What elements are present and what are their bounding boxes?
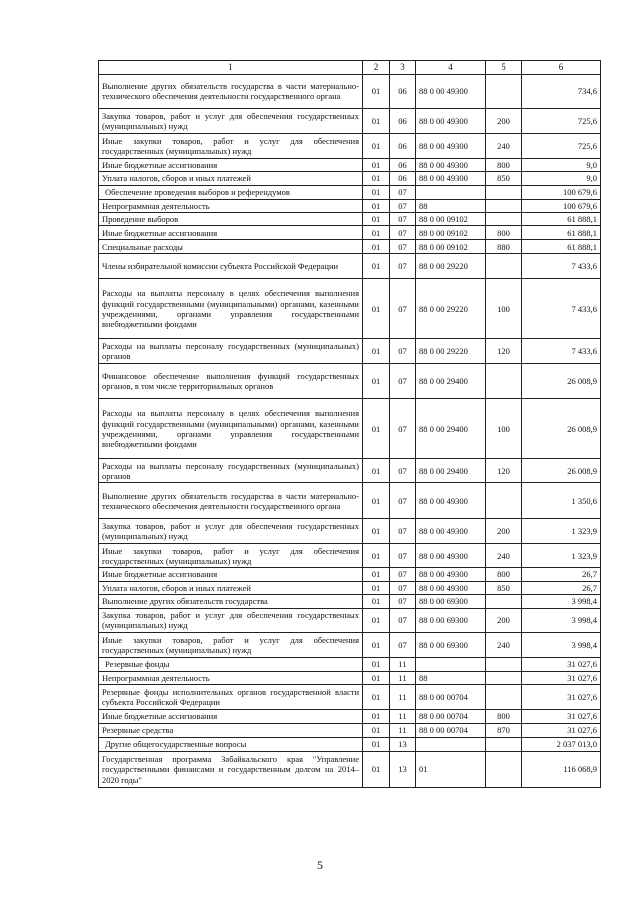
cell-amount: 31 027,6: [522, 657, 601, 671]
cell-expense-type: 800: [486, 158, 522, 171]
cell-expense-type: [486, 213, 522, 226]
cell-subsection: 07: [390, 279, 416, 339]
cell-name: Финансовое обеспечение выполнения функций государственных органов, в том числе территориальных органов: [99, 364, 363, 399]
table-row: [99, 737, 601, 751]
cell-subsection: 07: [390, 213, 416, 226]
cell-expense-type: 240: [486, 632, 522, 657]
cell-name: Иные закупки товаров, работ и услуг для обеспечения государственных (муниципальных) нужд: [99, 544, 363, 568]
table-header: [99, 61, 601, 75]
cell-name: Резервные средства: [99, 723, 363, 737]
cell-target-article: 88 0 00 29400: [416, 364, 486, 399]
table-row: [99, 133, 601, 158]
cell-subsection: 06: [390, 171, 416, 185]
cell-subsection: 07: [390, 544, 416, 568]
cell-target-article: 88 0 00 09102: [416, 240, 486, 254]
cell-amount: 26 008,9: [522, 399, 601, 459]
cell-target-article: 88 0 00 29220: [416, 254, 486, 279]
table-body: [99, 74, 601, 787]
cell-name: Иные бюджетные ассигнования: [99, 709, 363, 723]
cell-expense-type: 800: [486, 226, 522, 240]
column-header-sum: 6: [522, 61, 601, 75]
cell-target-article: 88 0 00 49300: [416, 171, 486, 185]
cell-amount: 31 027,6: [522, 684, 601, 709]
cell-name: Уплата налогов, сборов и иных платежей: [99, 171, 363, 185]
cell-name: Государственная программа Забайкальского края "Управление государственными финансами и государственным долгом на 2014–2020 годы": [99, 751, 363, 787]
column-header-name: 1: [99, 61, 363, 75]
cell-expense-type: [486, 751, 522, 787]
cell-section: 01: [363, 240, 390, 254]
table-row: [99, 254, 601, 279]
table-row: [99, 399, 601, 459]
cell-subsection: 07: [390, 608, 416, 632]
table-row: [99, 213, 601, 226]
cell-name: Выполнение других обязательств государства: [99, 594, 363, 608]
cell-section: 01: [363, 108, 390, 133]
table-row: [99, 74, 601, 108]
cell-subsection: 07: [390, 399, 416, 459]
cell-target-article: 88 0 00 00704: [416, 684, 486, 709]
cell-section: 01: [363, 519, 390, 544]
cell-section: 01: [363, 133, 390, 158]
cell-subsection: 11: [390, 671, 416, 684]
cell-expense-type: 120: [486, 459, 522, 483]
cell-subsection: 07: [390, 199, 416, 212]
cell-target-article: 88 0 00 29220: [416, 279, 486, 339]
cell-amount: 725,6: [522, 133, 601, 158]
cell-amount: 26 008,9: [522, 364, 601, 399]
cell-section: 01: [363, 158, 390, 171]
cell-section: 01: [363, 751, 390, 787]
cell-name: Выполнение других обязательств государства в части материально-технического обеспечения деятельности государственного органа: [99, 74, 363, 108]
cell-target-article: [416, 737, 486, 751]
cell-amount: 7 433,6: [522, 254, 601, 279]
cell-section: 01: [363, 459, 390, 483]
cell-amount: 100 679,6: [522, 199, 601, 212]
table-row: [99, 108, 601, 133]
cell-amount: 9,0: [522, 171, 601, 185]
cell-target-article: 88 0 00 69300: [416, 632, 486, 657]
cell-section: 01: [363, 671, 390, 684]
cell-amount: 2 037 013,0: [522, 737, 601, 751]
cell-section: 01: [363, 74, 390, 108]
cell-amount: 3 998,4: [522, 594, 601, 608]
cell-subsection: 07: [390, 581, 416, 594]
cell-amount: 31 027,6: [522, 671, 601, 684]
table-row: [99, 519, 601, 544]
cell-expense-type: 100: [486, 279, 522, 339]
cell-amount: 1 323,9: [522, 519, 601, 544]
table-row: [99, 185, 601, 199]
table-row: [99, 723, 601, 737]
cell-subsection: 06: [390, 74, 416, 108]
cell-name: Другие общегосударственные вопросы: [99, 737, 363, 751]
cell-expense-type: [486, 737, 522, 751]
cell-subsection: 06: [390, 158, 416, 171]
cell-name: Закупка товаров, работ и услуг для обеспечения государственных (муниципальных) нужд: [99, 108, 363, 133]
cell-subsection: 07: [390, 632, 416, 657]
table-row: [99, 608, 601, 632]
cell-name: Иные бюджетные ассигнования: [99, 568, 363, 581]
cell-section: 01: [363, 684, 390, 709]
cell-subsection: 07: [390, 185, 416, 199]
cell-section: 01: [363, 608, 390, 632]
cell-amount: 61 888,1: [522, 240, 601, 254]
table-row: [99, 459, 601, 483]
cell-subsection: 07: [390, 364, 416, 399]
cell-amount: 7 433,6: [522, 279, 601, 339]
table-row: [99, 671, 601, 684]
cell-target-article: 88: [416, 199, 486, 212]
cell-amount: 26,7: [522, 581, 601, 594]
cell-subsection: 11: [390, 657, 416, 671]
cell-section: 01: [363, 544, 390, 568]
cell-target-article: 88 0 00 49300: [416, 544, 486, 568]
cell-target-article: 88 0 00 49300: [416, 74, 486, 108]
cell-target-article: 88 0 00 09102: [416, 213, 486, 226]
cell-amount: 1 350,6: [522, 483, 601, 519]
cell-section: 01: [363, 632, 390, 657]
cell-amount: 734,6: [522, 74, 601, 108]
table-row: [99, 657, 601, 671]
cell-expense-type: [486, 671, 522, 684]
cell-section: 01: [363, 568, 390, 581]
cell-subsection: 07: [390, 459, 416, 483]
cell-section: 01: [363, 339, 390, 364]
cell-name: Расходы на выплаты персоналу в целях обеспечения выполнения функций государственными (муниципальными) органами, казенными учреждениями, органами управления государственными внебюджетными фондами: [99, 399, 363, 459]
cell-section: 01: [363, 483, 390, 519]
cell-section: 01: [363, 657, 390, 671]
cell-subsection: 06: [390, 133, 416, 158]
cell-amount: 3 998,4: [522, 608, 601, 632]
table-row: [99, 364, 601, 399]
cell-subsection: 07: [390, 339, 416, 364]
cell-amount: 26 008,9: [522, 459, 601, 483]
cell-expense-type: [486, 74, 522, 108]
cell-name: Специальные расходы: [99, 240, 363, 254]
column-header-csr: 4: [416, 61, 486, 75]
cell-section: 01: [363, 581, 390, 594]
cell-section: 01: [363, 254, 390, 279]
column-header-vr: 5: [486, 61, 522, 75]
cell-section: 01: [363, 199, 390, 212]
cell-target-article: [416, 657, 486, 671]
cell-subsection: 07: [390, 240, 416, 254]
cell-target-article: 88 0 00 29220: [416, 339, 486, 364]
cell-expense-type: 240: [486, 544, 522, 568]
cell-expense-type: [486, 684, 522, 709]
cell-subsection: 11: [390, 723, 416, 737]
cell-expense-type: [486, 364, 522, 399]
cell-target-article: 88 0 00 49300: [416, 158, 486, 171]
cell-name: Выполнение других обязательств государства в части материально-технического обеспечения деятельности государственного органа: [99, 483, 363, 519]
cell-subsection: 07: [390, 519, 416, 544]
cell-subsection: 13: [390, 737, 416, 751]
cell-expense-type: 240: [486, 133, 522, 158]
table-row: [99, 171, 601, 185]
cell-expense-type: 800: [486, 568, 522, 581]
cell-name: Проведение выборов: [99, 213, 363, 226]
cell-name: Иные бюджетные ассигнования: [99, 158, 363, 171]
cell-subsection: 07: [390, 568, 416, 581]
cell-target-article: 01: [416, 751, 486, 787]
cell-section: 01: [363, 364, 390, 399]
cell-subsection: 07: [390, 594, 416, 608]
cell-name: Обеспечение проведения выборов и референдумов: [99, 185, 363, 199]
cell-name: Закупка товаров, работ и услуг для обеспечения государственных (муниципальных) нужд: [99, 608, 363, 632]
cell-amount: 116 068,9: [522, 751, 601, 787]
cell-expense-type: 120: [486, 339, 522, 364]
cell-target-article: 88 0 00 49300: [416, 568, 486, 581]
cell-target-article: 88 0 00 49300: [416, 519, 486, 544]
cell-section: 01: [363, 737, 390, 751]
table-row: [99, 158, 601, 171]
table-row: [99, 339, 601, 364]
page-number: 5: [317, 858, 323, 872]
cell-expense-type: [486, 483, 522, 519]
cell-name: Уплата налогов, сборов и иных платежей: [99, 581, 363, 594]
table-row: [99, 199, 601, 212]
cell-target-article: 88 0 00 09102: [416, 226, 486, 240]
cell-section: 01: [363, 171, 390, 185]
cell-expense-type: 880: [486, 240, 522, 254]
table-row: [99, 279, 601, 339]
cell-target-article: 88: [416, 671, 486, 684]
cell-section: 01: [363, 594, 390, 608]
cell-amount: 1 323,9: [522, 544, 601, 568]
cell-name: Иные бюджетные ассигнования: [99, 226, 363, 240]
cell-section: 01: [363, 185, 390, 199]
cell-subsection: 07: [390, 226, 416, 240]
table-row: [99, 240, 601, 254]
cell-target-article: 88 0 00 69300: [416, 594, 486, 608]
table-row: [99, 226, 601, 240]
cell-amount: 31 027,6: [522, 709, 601, 723]
table-row: [99, 544, 601, 568]
cell-expense-type: 100: [486, 399, 522, 459]
cell-section: 01: [363, 213, 390, 226]
cell-target-article: [416, 185, 486, 199]
cell-expense-type: [486, 254, 522, 279]
table-row: [99, 709, 601, 723]
cell-section: 01: [363, 709, 390, 723]
cell-amount: 9,0: [522, 158, 601, 171]
cell-target-article: 88 0 00 69300: [416, 608, 486, 632]
budget-table: [98, 60, 601, 788]
column-header-rz: 2: [363, 61, 390, 75]
cell-amount: 61 888,1: [522, 226, 601, 240]
cell-expense-type: 200: [486, 608, 522, 632]
cell-expense-type: [486, 657, 522, 671]
cell-section: 01: [363, 226, 390, 240]
table-row: [99, 568, 601, 581]
table-row: [99, 751, 601, 787]
cell-target-article: 88 0 00 00704: [416, 709, 486, 723]
cell-subsection: 11: [390, 684, 416, 709]
cell-expense-type: 850: [486, 581, 522, 594]
cell-name: Расходы на выплаты персоналу государственных (муниципальных) органов: [99, 339, 363, 364]
cell-expense-type: 800: [486, 709, 522, 723]
table-row: [99, 581, 601, 594]
cell-expense-type: [486, 594, 522, 608]
cell-expense-type: [486, 185, 522, 199]
header-row: [99, 61, 601, 75]
column-header-pr: 3: [390, 61, 416, 75]
cell-expense-type: 870: [486, 723, 522, 737]
cell-name: Расходы на выплаты персоналу в целях обеспечения выполнения функций государственными (муниципальными) органами, казенными учреждениями, органами управления государственными внебюджетными фондами: [99, 279, 363, 339]
cell-expense-type: 200: [486, 108, 522, 133]
cell-target-article: 88 0 00 00704: [416, 723, 486, 737]
cell-amount: 100 679,6: [522, 185, 601, 199]
table-row: [99, 594, 601, 608]
cell-subsection: 13: [390, 751, 416, 787]
cell-expense-type: 200: [486, 519, 522, 544]
cell-amount: 3 998,4: [522, 632, 601, 657]
cell-subsection: 07: [390, 254, 416, 279]
cell-target-article: 88 0 00 29400: [416, 459, 486, 483]
cell-target-article: 88 0 00 49300: [416, 581, 486, 594]
cell-target-article: 88 0 00 29400: [416, 399, 486, 459]
cell-expense-type: 850: [486, 171, 522, 185]
cell-amount: 26,7: [522, 568, 601, 581]
cell-amount: 725,6: [522, 108, 601, 133]
cell-section: 01: [363, 399, 390, 459]
cell-target-article: 88 0 00 49300: [416, 133, 486, 158]
cell-amount: 61 888,1: [522, 213, 601, 226]
cell-name: Члены избирательной комиссии субъекта Российской Федерации: [99, 254, 363, 279]
cell-name: Резервные фонды исполнительных органов государственной власти субъекта Российской Федерации: [99, 684, 363, 709]
cell-target-article: 88 0 00 49300: [416, 108, 486, 133]
cell-name: Резервные фонды: [99, 657, 363, 671]
cell-section: 01: [363, 723, 390, 737]
table-row: [99, 632, 601, 657]
table-row: [99, 684, 601, 709]
cell-subsection: 07: [390, 483, 416, 519]
cell-name: Иные закупки товаров, работ и услуг для обеспечения государственных (муниципальных) нужд: [99, 133, 363, 158]
cell-amount: 31 027,6: [522, 723, 601, 737]
cell-amount: 7 433,6: [522, 339, 601, 364]
cell-name: Расходы на выплаты персоналу государственных (муниципальных) органов: [99, 459, 363, 483]
cell-target-article: 88 0 00 49300: [416, 483, 486, 519]
cell-subsection: 11: [390, 709, 416, 723]
cell-name: Иные закупки товаров, работ и услуг для обеспечения государственных (муниципальных) нужд: [99, 632, 363, 657]
cell-section: 01: [363, 279, 390, 339]
cell-name: Непрограммная деятельность: [99, 199, 363, 212]
cell-expense-type: [486, 199, 522, 212]
cell-name: Закупка товаров, работ и услуг для обеспечения государственных (муниципальных) нужд: [99, 519, 363, 544]
cell-subsection: 06: [390, 108, 416, 133]
cell-name: Непрограммная деятельность: [99, 671, 363, 684]
table-row: [99, 483, 601, 519]
